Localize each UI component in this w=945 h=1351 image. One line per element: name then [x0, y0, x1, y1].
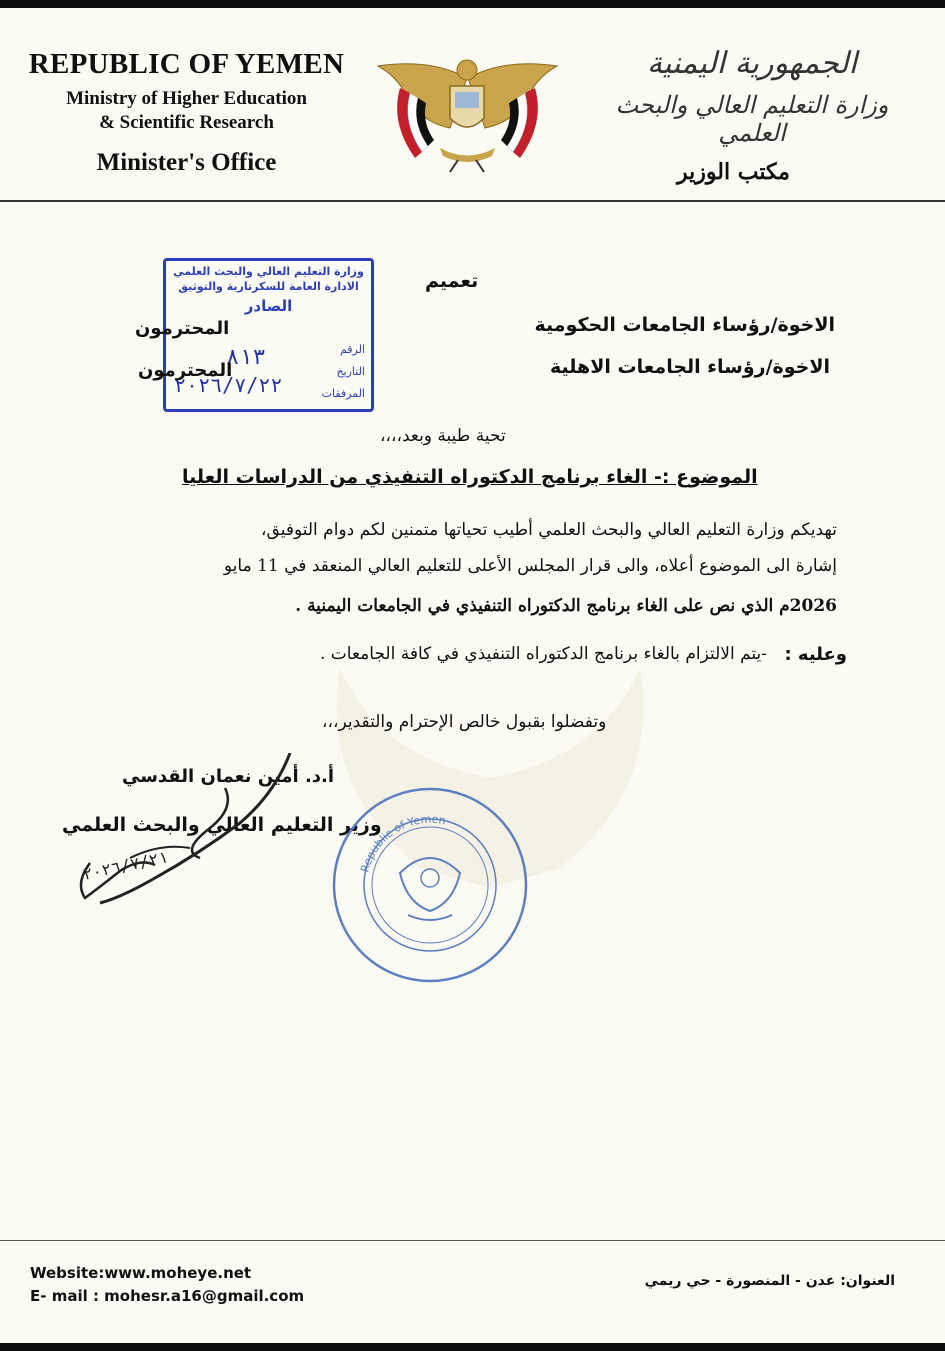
letter-page	[0, 8, 945, 1343]
stamp-attachments-label: المرفقات	[321, 387, 365, 400]
arabic-letterhead	[587, 46, 917, 185]
honorific-2: المحترمون	[138, 360, 233, 381]
ministry-round-seal-icon	[328, 783, 533, 988]
signer-name: أ.د. أمين نعمان القدسي	[122, 766, 335, 787]
stamp-number-value: ٨١٣	[226, 345, 266, 370]
stamp-department: الادارة العامة للسكرتارية والتوثيق	[178, 280, 359, 293]
country-name-en: REPUBLIC OF YEMEN	[28, 48, 345, 80]
circular-title: تعميم	[425, 270, 479, 292]
recipient-private-universities: الاخوة/رؤساء الجامعات الاهلية	[550, 356, 830, 378]
signer-title: وزير التعليم العالي والبحث العلمي	[62, 814, 382, 836]
ministry-name-ar: وزارة التعليم العالي والبحث العلمي	[615, 91, 889, 147]
stamp-ministry: وزارة التعليم العالي والبحث العلمي	[173, 265, 364, 278]
ministry-name-en-line2: & Scientific Research	[99, 112, 274, 133]
signature-date: ٢٠٢٦/٧/٢١	[80, 847, 170, 884]
body-paragraph-2b: 2026م الذي نص على الغاء برنامج الدكتوراه التنفيذي في الجامعات اليمنية .	[295, 596, 837, 616]
greeting: تحية طيبة وبعد،،،،	[380, 426, 506, 446]
footer-website[interactable]: Website:www.moheye.net	[30, 1264, 252, 1282]
english-letterhead	[14, 48, 359, 177]
stamp-number-label: الرقم	[339, 343, 365, 356]
country-name-ar: الجمهورية اليمنية	[646, 46, 858, 81]
closing-line: وتفضلوا بقبول خالص الإحترام والتقدير،،،	[322, 712, 607, 732]
body-paragraph-3: -يتم الالتزام بالغاء برنامج الدكتوراه التنفيذي في كافة الجامعات .	[319, 644, 767, 664]
stamp-date-value: ٢٠٢٦/٧/٢٢	[174, 373, 283, 397]
office-name-en: Minister's Office	[96, 149, 277, 176]
body-paragraph-1: تهديكم وزارة التعليم العالي والبحث العلمي أطيب تحياتها متمنين لكم دوام التوفيق،	[261, 520, 837, 540]
yemen-eagle-emblem-icon	[370, 48, 565, 173]
stamp-date-label: التاريخ	[336, 365, 365, 378]
handwritten-signature-icon	[60, 753, 340, 923]
stamp-title: الصادر	[244, 297, 293, 315]
body-therefore-label: وعليه :	[784, 644, 847, 665]
body-paragraph-2a: إشارة الى الموضوع أعلاه، والى قرار المجلس الأعلى للتعليم العالي المنعقد في 11 مايو	[223, 556, 837, 576]
subject-line: الموضوع :- الغاء برنامج الدكتوراه التنفيذي من الدراسات العليا	[182, 466, 758, 488]
office-name-ar: مكتب الوزير	[677, 159, 790, 185]
recipient-government-universities: الاخوة/رؤساء الجامعات الحكومية	[534, 314, 835, 336]
footer-email[interactable]: E- mail : mohesr.a16@gmail.com	[30, 1287, 305, 1305]
footer-address: العنوان: عدن - المنصورة - حي ريمي	[644, 1273, 895, 1289]
header-divider	[0, 200, 945, 202]
seal-text-en: Republic of Yemen	[358, 812, 447, 874]
footer-divider	[0, 1240, 945, 1241]
ministry-name-en-line1: Ministry of Higher Education	[66, 88, 307, 109]
honorific-1: المحترمون	[135, 318, 230, 339]
